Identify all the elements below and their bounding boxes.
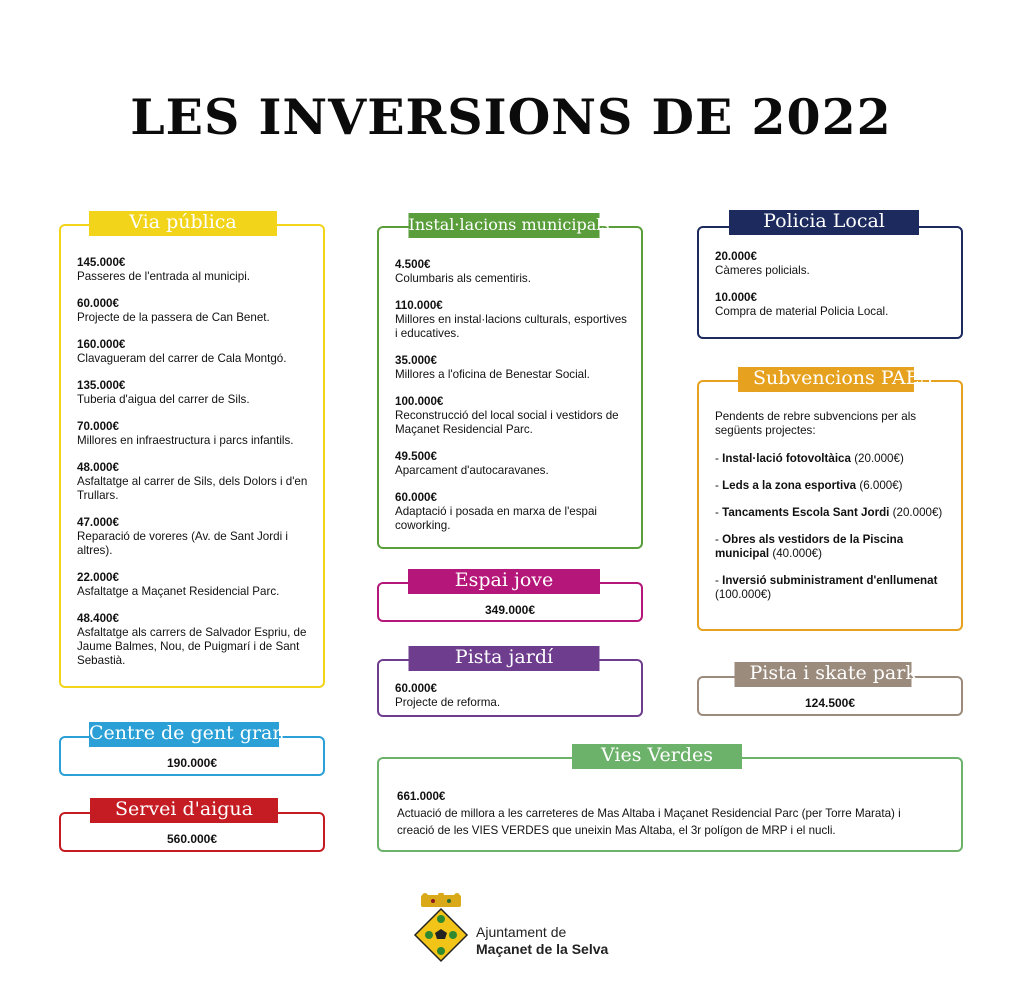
via-publica-entry — [77, 297, 311, 325]
paes-item: - Inversió subministrament d'enllumenat (100.000€) — [715, 574, 938, 601]
installacions-amount: 60.000€ — [395, 491, 437, 504]
aigua-label: Servei d'aigua — [90, 798, 278, 823]
paes-intro: Pendents de rebre subvencions per als següents projectes: — [715, 410, 917, 437]
installacions-entry — [395, 299, 629, 341]
policia-box — [697, 226, 963, 339]
paes-item-name: Inversió subministrament d'enllumenat — [722, 574, 938, 587]
paes-item-amount: (20.000€) — [892, 506, 943, 519]
via-publica-entry — [77, 461, 311, 503]
installacions-box — [377, 226, 643, 549]
via-publica-amount: 160.000€ — [77, 338, 126, 351]
via-publica-entry — [77, 612, 311, 668]
installacions-desc: Millores en instal·lacions culturals, esportives i educatives. — [395, 313, 627, 340]
via-publica-amount: 135.000€ — [77, 379, 126, 392]
installacions-entry — [395, 354, 629, 382]
installacions-desc: Columbaris als cementiris. — [395, 272, 531, 285]
via-publica-desc: Asfaltatge a Maçanet Residencial Parc. — [77, 585, 280, 598]
skate-amount: 124.500€ — [804, 696, 856, 710]
aigua-amount: 560.000€ — [166, 832, 218, 846]
installacions-amount: 110.000€ — [395, 299, 443, 312]
installacions-amount: 100.000€ — [395, 395, 444, 408]
via-publica-entry — [77, 379, 311, 407]
pista-jardi-desc: Projecte de reforma. — [395, 696, 501, 709]
via-publica-amount: 60.000€ — [77, 297, 119, 310]
via-publica-entry — [77, 516, 311, 558]
paes-box — [697, 380, 963, 631]
via-publica-entry — [77, 256, 311, 284]
via-publica-desc: Asfaltatge al carrer de Sils, dels Dolors i d'en Trullars. — [77, 475, 308, 502]
footer-line1: Ajuntament de — [476, 924, 567, 940]
paes-item-name: Tancaments Escola Sant Jordi — [722, 506, 890, 519]
via-publica-desc: Reparació de voreres (Av. de Sant Jordi i altres). — [77, 530, 288, 557]
via-publica-desc: Passeres de l'entrada al municipi. — [77, 270, 250, 283]
paes-item: - Obres als vestidors de la Piscina municipal (40.000€) — [715, 533, 904, 560]
paes-item-amount: (100.000€) — [715, 588, 772, 601]
paes-content — [715, 410, 949, 615]
gent-gran-amount: 190.000€ — [166, 756, 218, 770]
installacions-amount: 49.500€ — [395, 450, 437, 463]
via-publica-desc: Clavagueram del carrer de Cala Montgó. — [77, 352, 287, 365]
gent-gran-label: Centre de gent gran — [89, 722, 279, 747]
paes-item: - Leds a la zona esportiva (6.000€) — [715, 479, 903, 492]
espai-jove-amount: 349.000€ — [484, 603, 536, 617]
policia-desc: Compra de material Policia Local. — [715, 305, 889, 318]
page-title: LES INVERSIONS DE 2022 — [130, 88, 892, 146]
via-publica-desc: Projecte de la passera de Can Benet. — [77, 311, 270, 324]
policia-label: Policia Local — [729, 210, 919, 235]
via-publica-entry — [77, 571, 311, 599]
via-publica-entries — [77, 256, 311, 681]
vies-verdes-label: Vies Verdes — [572, 744, 742, 769]
footer-line2: Maçanet de la Selva — [476, 941, 609, 957]
installacions-entry — [395, 258, 629, 286]
installacions-desc: Reconstrucció del local social i vestidors de Maçanet Residencial Parc. — [395, 409, 619, 436]
pista-jardi-entry — [395, 682, 629, 710]
via-publica-amount: 70.000€ — [77, 420, 119, 433]
pista-jardi-entries — [395, 682, 629, 723]
policia-desc: Càmeres policials. — [715, 264, 810, 277]
via-publica-desc: Millores en infraestructura i parcs infantils. — [77, 434, 294, 447]
via-publica-label: Via pública — [89, 211, 277, 236]
policia-amount: 20.000€ — [715, 250, 757, 263]
installacions-entry — [395, 450, 629, 478]
paes-item-amount: (20.000€) — [854, 452, 904, 465]
pista-jardi-amount: 60.000€ — [395, 682, 437, 695]
paes-item-amount: (6.000€) — [859, 479, 903, 492]
espai-jove-label: Espai jove — [408, 569, 600, 594]
pista-jardi-label: Pista jardí — [409, 646, 600, 671]
paes-item-name: Obres als vestidors de la Piscina municipal — [715, 533, 904, 560]
installacions-amount: 4.500€ — [395, 258, 431, 271]
installacions-entries — [395, 258, 629, 546]
via-publica-amount: 145.000€ — [77, 256, 126, 269]
installacions-entry — [395, 395, 629, 437]
paes-item-amount: (40.000€) — [772, 547, 822, 560]
via-publica-amount: 47.000€ — [77, 516, 119, 529]
paes-items — [715, 452, 949, 602]
installacions-desc: Aparcament d'autocaravanes. — [395, 464, 549, 477]
vies-verdes-entry — [397, 788, 931, 839]
policia-entry — [715, 250, 949, 278]
paes-label: Subvencions PAES — [738, 367, 914, 392]
installacions-desc: Millores a l'oficina de Benestar Social. — [395, 368, 590, 381]
via-publica-entry — [77, 420, 311, 448]
installacions-amount: 35.000€ — [395, 354, 437, 367]
paes-item-name: Instal·lació fotovoltàica — [722, 452, 851, 465]
via-publica-amount: 22.000€ — [77, 571, 119, 584]
via-publica-box — [59, 224, 325, 688]
coat-of-arms-logo — [413, 893, 469, 970]
paes-item-name: Leds a la zona esportiva — [722, 479, 857, 492]
paes-item: - Instal·lació fotovoltàica (20.000€) — [715, 452, 904, 465]
via-publica-desc: Asfaltatge als carrers de Salvador Espriu, de Jaume Balmes, Nou, de Puigmarí i de Sant Sebastià. — [77, 626, 307, 667]
via-publica-amount: 48.000€ — [77, 461, 119, 474]
policia-entries — [715, 250, 949, 332]
via-publica-entry — [77, 338, 311, 366]
paes-item: - Tancaments Escola Sant Jordi (20.000€) — [715, 506, 943, 519]
vies-verdes-amount: 661.000€ — [397, 790, 446, 803]
installacions-entry — [395, 491, 629, 533]
installacions-label: Instal·lacions municipals — [409, 213, 600, 238]
policia-entry — [715, 291, 949, 319]
policia-amount: 10.000€ — [715, 291, 757, 304]
via-publica-desc: Tuberia d'aigua del carrer de Sils. — [77, 393, 250, 406]
skate-label: Pista i skate park — [735, 662, 912, 687]
installacions-desc: Adaptació i posada en marxa de l'espai coworking. — [395, 505, 598, 532]
vies-verdes-box — [377, 757, 963, 852]
vies-verdes-entries — [397, 788, 931, 852]
vies-verdes-desc: Actuació de millora a les carreteres de Mas Altaba i Maçanet Residencial Parc (per Torre Marata) i creació de les VIES VERDES que uneixin Mas Altaba, el 3r polígon de MRP i el nucli. — [397, 807, 901, 837]
via-publica-amount: 48.400€ — [77, 612, 119, 625]
